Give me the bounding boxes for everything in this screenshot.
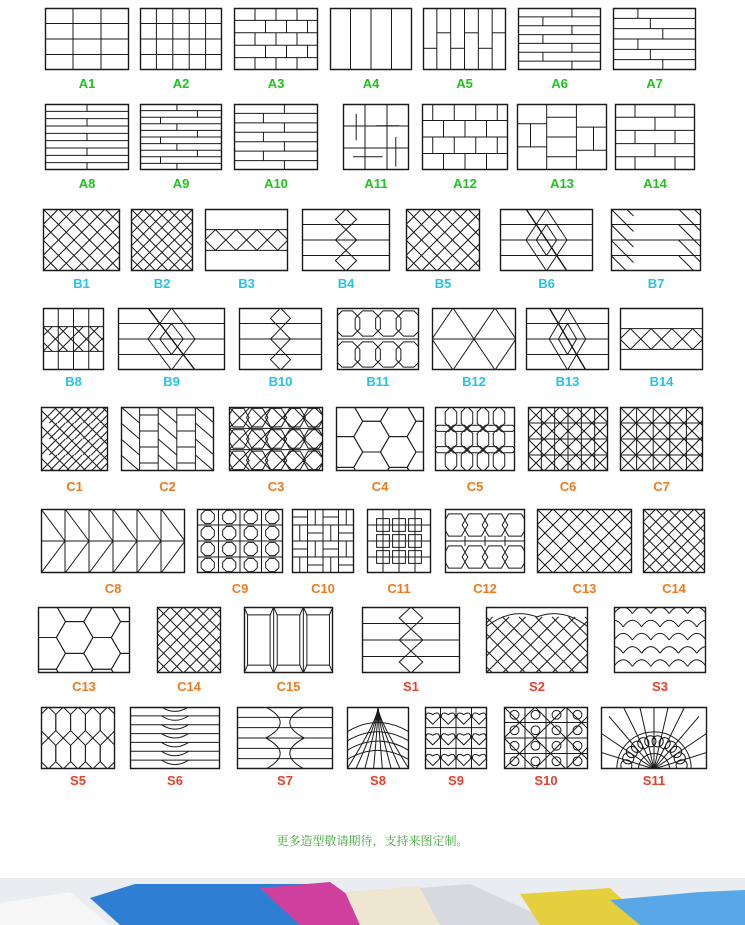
pattern-swatch-diamond-lattice xyxy=(43,209,120,271)
pattern-swatch-brick-grid xyxy=(45,8,129,70)
pattern-swatch-mixed-planks xyxy=(234,104,318,170)
pattern-code-label: A3 xyxy=(267,76,285,91)
pattern-code-label: S2 xyxy=(529,679,545,694)
pattern-code-label: A4 xyxy=(362,76,380,91)
pattern-tile-s5 xyxy=(41,707,115,789)
pattern-code-label: B12 xyxy=(462,374,486,389)
pattern-tile-a8 xyxy=(45,104,129,192)
pattern-swatch-long-planks xyxy=(518,8,601,70)
pattern-swatch-bevel-panels xyxy=(244,607,333,673)
pattern-swatch-elongated-hex xyxy=(41,707,115,769)
pattern-swatch-interlace xyxy=(528,407,608,471)
pattern-swatch-octagon-row xyxy=(337,308,419,370)
pattern-swatch-octagons xyxy=(435,407,515,471)
pattern-swatch-pinwheel-grid xyxy=(343,104,409,170)
pattern-code-label: B4 xyxy=(337,276,355,291)
pattern-tile-a13 xyxy=(517,104,607,192)
footer-note xyxy=(0,832,745,849)
pattern-code-label: C5 xyxy=(466,479,484,494)
pattern-swatch-diamond-lattice-fine xyxy=(643,509,705,573)
pattern-tile-b13 xyxy=(526,308,609,390)
pattern-swatch-stacked-planks xyxy=(613,8,696,70)
pattern-tile-b7 xyxy=(611,209,701,292)
pattern-tile-a6 xyxy=(518,8,601,92)
pattern-code-label: C1 xyxy=(66,479,83,494)
pattern-code-label: A6 xyxy=(551,76,568,91)
pattern-swatch-hexagons xyxy=(336,407,424,471)
pattern-swatch-edge-diamonds xyxy=(611,209,701,271)
pattern-code-label: B5 xyxy=(434,276,452,291)
pattern-tile-c15 xyxy=(244,607,333,695)
pattern-code-label: B1 xyxy=(73,276,90,291)
pattern-code-label: B6 xyxy=(538,276,555,291)
pattern-tile-s1 xyxy=(362,607,460,695)
pattern-tile-c8 xyxy=(41,509,185,597)
pattern-code-label: B3 xyxy=(238,276,255,291)
pattern-tile-c14 xyxy=(643,509,705,597)
pattern-tile-s11 xyxy=(601,707,707,789)
pattern-swatch-square-rings xyxy=(367,509,431,573)
pattern-tile-a1 xyxy=(45,8,129,92)
pattern-code-label: A9 xyxy=(172,176,190,191)
pattern-swatch-geometric-grid xyxy=(504,707,588,769)
pattern-code-label: B11 xyxy=(366,374,390,389)
pattern-swatch-chevron xyxy=(121,407,214,471)
pattern-swatch-centre-diamond xyxy=(118,308,225,370)
pattern-swatch-diamond-bands xyxy=(205,209,288,271)
pattern-swatch-diamond-column xyxy=(43,308,104,370)
pattern-tile-c5 xyxy=(435,407,515,495)
pattern-code-label: S9 xyxy=(448,773,464,788)
footer-text: 更多造型敬请期待，支持来图定制。 xyxy=(276,834,469,848)
pattern-code-label: A13 xyxy=(550,176,574,191)
pattern-swatch-centre-diamond xyxy=(500,209,593,271)
pattern-swatch-hex-star xyxy=(229,407,323,471)
pattern-swatch-herringbone xyxy=(41,407,108,471)
pattern-tile-a3 xyxy=(234,8,318,92)
pattern-code-label: S6 xyxy=(167,773,183,788)
pattern-swatch-basket-weave xyxy=(292,509,354,573)
pattern-code-label: B7 xyxy=(647,276,665,291)
pattern-tile-a12 xyxy=(422,104,508,192)
pattern-code-label: S7 xyxy=(277,773,293,788)
pattern-code-label: C12 xyxy=(473,581,497,596)
pattern-tile-a9 xyxy=(140,104,222,192)
pattern-tile-a11 xyxy=(343,104,409,192)
pattern-code-label: C2 xyxy=(159,479,176,494)
pattern-swatch-diamond-lattice-fine xyxy=(131,209,193,271)
pattern-code-label: C7 xyxy=(653,479,670,494)
pattern-code-label: B10 xyxy=(268,374,293,389)
pattern-code-label: S1 xyxy=(403,679,419,694)
pattern-tile-a14 xyxy=(615,104,695,192)
pattern-tile-c2 xyxy=(121,407,214,495)
pattern-tile-c10 xyxy=(292,509,354,597)
pattern-tile-c11 xyxy=(367,509,431,597)
pattern-swatch-diamond-lattice xyxy=(537,509,632,573)
pattern-code-label: A8 xyxy=(78,176,96,191)
pattern-swatch-octagon-grid xyxy=(197,509,283,573)
pattern-swatch-offset-blocks xyxy=(422,104,508,170)
pattern-swatch-hexagons xyxy=(38,607,130,673)
pattern-tile-b5 xyxy=(406,209,480,292)
pattern-code-label: S8 xyxy=(370,773,386,788)
pattern-tile-c13 xyxy=(38,607,130,695)
pattern-tile-a5 xyxy=(423,8,506,92)
pattern-swatch-staggered-vertical xyxy=(423,8,506,70)
pattern-code-label: C14 xyxy=(177,679,201,694)
pattern-tile-c13 xyxy=(537,509,632,597)
pattern-swatch-diamond-strip xyxy=(362,607,460,673)
pattern-code-label: B9 xyxy=(163,374,180,389)
pattern-code-label: A5 xyxy=(456,76,473,91)
pattern-code-label: A1 xyxy=(78,76,96,91)
pattern-code-label: C4 xyxy=(371,479,389,494)
pattern-tile-a10 xyxy=(234,104,318,192)
pattern-tile-s3 xyxy=(614,607,706,695)
pattern-swatch-diamond-lattice-fine xyxy=(157,607,221,673)
pattern-code-label: C8 xyxy=(104,581,122,596)
pattern-swatch-centre-diamond xyxy=(526,308,609,370)
pattern-tile-a2 xyxy=(140,8,222,92)
pattern-swatch-large-bond xyxy=(615,104,695,170)
pattern-swatch-thin-planks xyxy=(45,104,129,170)
pattern-tile-a4 xyxy=(330,8,412,92)
pattern-code-label: B13 xyxy=(555,374,580,389)
pattern-tile-b2 xyxy=(131,209,193,292)
pattern-swatch-diamond-bands xyxy=(620,308,703,370)
pattern-code-label: C6 xyxy=(559,479,577,494)
pattern-tile-c1 xyxy=(41,407,108,495)
pattern-code-label: C11 xyxy=(387,581,411,596)
pattern-tile-a7 xyxy=(613,8,696,92)
pattern-swatch-scales xyxy=(614,607,706,673)
pattern-swatch-diamond-strip xyxy=(239,308,322,370)
pattern-code-label: C9 xyxy=(231,581,249,596)
pattern-tile-c4 xyxy=(336,407,424,495)
pattern-swatch-fan-arcs xyxy=(347,707,409,769)
pattern-tile-b9 xyxy=(118,308,225,390)
pattern-tile-s10 xyxy=(504,707,588,789)
pattern-code-label: S5 xyxy=(70,773,86,788)
pattern-tile-b10 xyxy=(239,308,322,390)
pattern-swatch-wave-strip xyxy=(237,707,333,769)
pattern-code-label: B8 xyxy=(65,374,82,389)
pattern-code-label: C13 xyxy=(72,679,96,694)
pattern-code-label: C14 xyxy=(662,581,686,596)
pattern-swatch-diamond-lattice xyxy=(406,209,480,271)
fabric-color-band xyxy=(0,878,745,925)
pattern-code-label: B2 xyxy=(153,276,171,291)
pattern-tile-b12 xyxy=(432,308,516,390)
pattern-swatch-diamond-strip xyxy=(302,209,390,271)
pattern-tile-c7 xyxy=(620,407,703,495)
pattern-swatch-hearts xyxy=(425,707,487,769)
pattern-code-label: A14 xyxy=(643,176,667,191)
pattern-code-label: A2 xyxy=(172,76,190,91)
pattern-tile-c14 xyxy=(157,607,221,695)
pattern-tile-s6 xyxy=(130,707,220,789)
pattern-tile-s9 xyxy=(425,707,487,789)
pattern-tile-c6 xyxy=(528,407,608,495)
pattern-swatch-vertical-boards xyxy=(330,8,412,70)
fabric-image xyxy=(0,878,745,925)
pattern-code-label: A7 xyxy=(646,76,663,91)
pattern-swatch-star-grid xyxy=(620,407,703,471)
pattern-code-label: S10 xyxy=(534,773,558,788)
pattern-code-label: S3 xyxy=(652,679,668,694)
pattern-swatch-hex-chain xyxy=(445,509,525,573)
pattern-code-label: A11 xyxy=(364,176,388,191)
pattern-tile-c3 xyxy=(229,407,323,495)
pattern-code-label: C10 xyxy=(311,581,335,596)
pattern-tile-b8 xyxy=(43,308,104,390)
pattern-tile-b6 xyxy=(500,209,593,292)
pattern-tile-s7 xyxy=(237,707,333,789)
pattern-tile-b4 xyxy=(302,209,390,292)
pattern-tile-c12 xyxy=(445,509,525,597)
pattern-swatch-large-diamond xyxy=(432,308,516,370)
pattern-swatch-scallop-planks xyxy=(130,707,220,769)
pattern-code-label: C13 xyxy=(572,581,597,596)
pattern-swatch-small-grid xyxy=(140,8,222,70)
pattern-tile-b3 xyxy=(205,209,288,292)
pattern-code-label: A10 xyxy=(264,176,288,191)
pattern-swatch-sunburst xyxy=(601,707,707,769)
pattern-swatch-dense-planks xyxy=(140,104,222,170)
pattern-swatch-arched-lattice xyxy=(486,607,588,673)
pattern-tile-s8 xyxy=(347,707,409,789)
pattern-code-label: A12 xyxy=(453,176,477,191)
pattern-swatch-running-bond xyxy=(234,8,318,70)
pattern-code-label: C15 xyxy=(276,679,301,694)
pattern-tile-c9 xyxy=(197,509,283,597)
pattern-code-label: S11 xyxy=(642,773,666,788)
pattern-swatch-triangle-grid xyxy=(41,509,185,573)
pattern-code-label: B14 xyxy=(649,374,674,389)
pattern-tile-s2 xyxy=(486,607,588,695)
pattern-tile-b1 xyxy=(43,209,120,292)
pattern-swatch-ashlar xyxy=(517,104,607,170)
pattern-tile-b14 xyxy=(620,308,703,390)
pattern-code-label: C3 xyxy=(267,479,285,494)
pattern-tile-b11 xyxy=(337,308,419,390)
